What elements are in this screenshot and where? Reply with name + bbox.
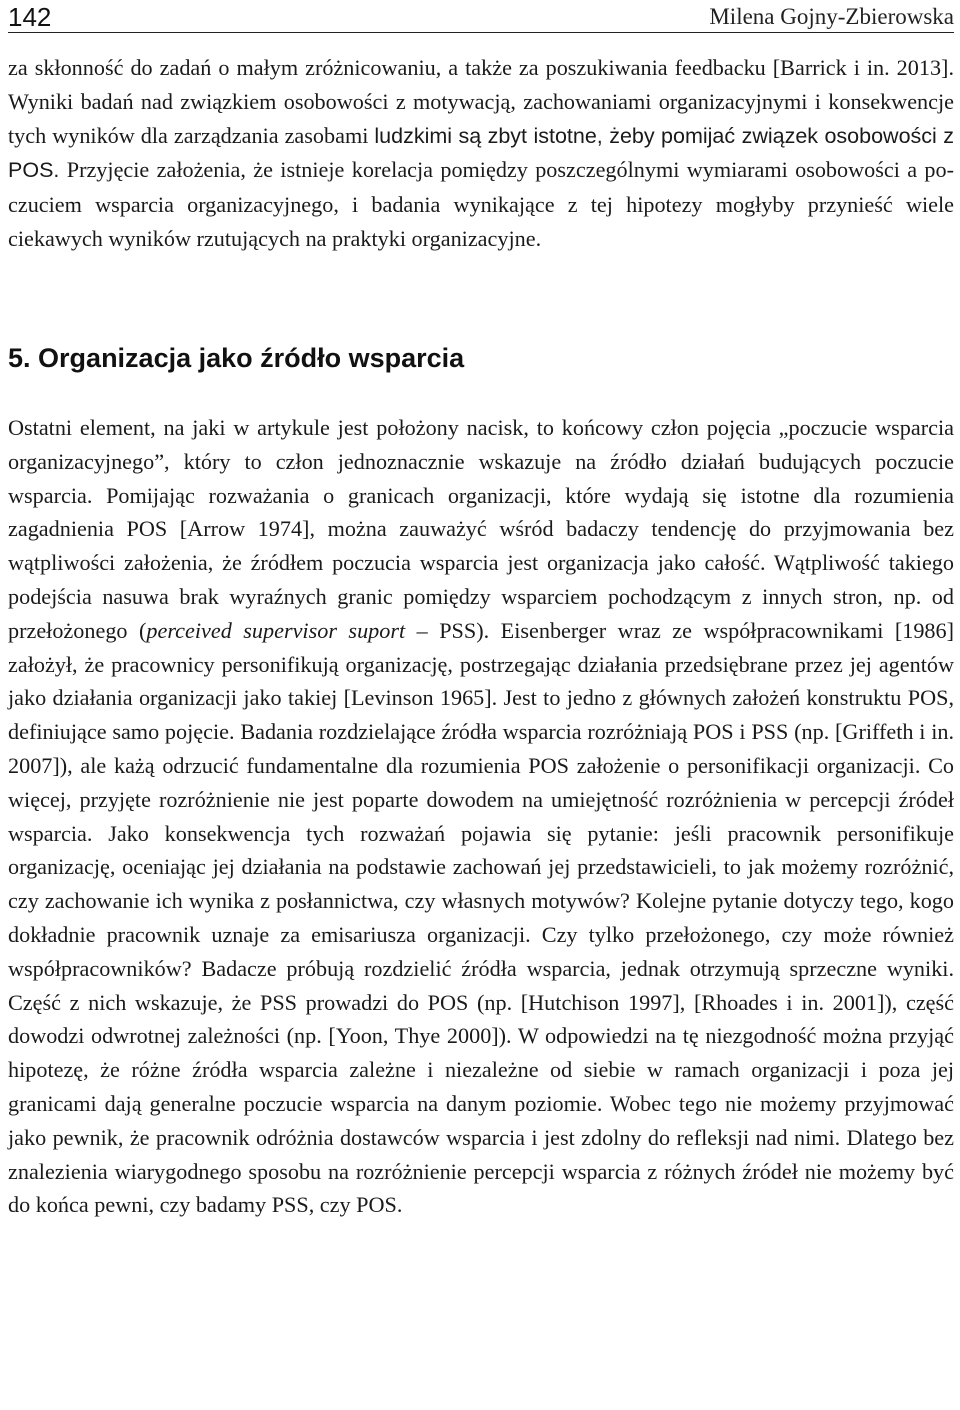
- italic-term: perceived supervisor suport: [146, 617, 406, 643]
- paragraph-text: Ostatni element, na jaki w artykule jest położony nacisk, to końcowy człon pojęcia „poczucie wsparcia organizacyjnego”, który to człon jednoznacznie wskazuje na źródło działań budujących poczucie wsparcia. Pomijając rozważania o granicach organizacji, które wydają się istotne dla rozumienia zagadnienia POS [Arrow 1974], można zauważyć wśród badaczy tendencję do przyjmowania bez wątpliwości założenia, że źródłem poczucia wsparcia jest organizacja jako całość. Wątpliwość takiego podejścia nasuwa brak wyraźnych granic pomiędzy wsparciem pochodzącym z innych stron, np. od przełożonego (: [8, 415, 954, 643]
- paragraph-section-body: [8, 411, 954, 1222]
- section-heading: [8, 338, 464, 378]
- running-head-author: Milena Gojny-Zbierowska: [709, 4, 954, 29]
- running-header: [8, 0, 954, 33]
- page-number: 142: [8, 2, 52, 32]
- paragraph-text: za skłonność do zadań o małym zróżnicowaniu, a także za poszukiwania feedbacku [Barrick i in. 2013]. Wyniki badań nad związkiem osobowości z motywacją, zachowaniami organizacyjnymi i konsekwencje tych wyników dla zarządzania zasobami: [8, 55, 954, 148]
- paragraph-text: – PSS). Eisenberger wraz ze współpracownikami [1986] założył, że pracownicy personifikują organizację, postrzegając działania przedsiębrane przez jej agentów jako działania organizacji jako takiej [Levinson 1965]. Jest to jedno z głównych założeń konstruktu POS, definiujące samo pojęcie. Badania rozdzielające źródła wsparcia rozróżniają POS i PSS (np. [Griffeth i in. 2007]), ale każą odrzucić fundamentalne dla rozumienia POS założenie o personifikacji organizacji. Co więcej, przyjęte rozróżnienie nie jest poparte dowodem na umiejętność rozróżnienia w percepcji źródeł wsparcia. Jako konsekwencja tych rozważań pojawia się pytanie: jeśli pracownik personifikuje organizację, oceniając jej działania na podstawie zachowań jej przedstawicieli, to jak możemy rozróżnić, czy zachowanie ich wynika z posłannictwa, czy własnych motywów? Kolejne pytanie dotyczy tego, kogo dokładnie pracownik uznaje za emisariusza organizacji. Czy tylko przełożonego, czy może również współpracowników? Badacze próbują rozdzielić źródła wsparcia, jednak otrzymują sprzeczne wyniki. Część z nich wskazuje, że PSS prowadzi do POS (np. [Hutchison 1997], [Rhoades i in. 2001]), część dowodzi odwrotnej zależności (np. [Yoon, Thye 2000]). W odpowiedzi na tę niezgodność można przyjąć hipotezę, że różne źródła wsparcia zależne i niezależne od siebie w ramach organizacji i poza jej granicami dają generalne poczucie wsparcia na danym poziomie. Wobec tego nie możemy przyjmować jako pewnik, że pracownik odróżnia dostawców wsparcia i jest zdolny do refleksji nad nimi. Dlatego bez znalezienia wiarygodnego sposobu na rozróżnienie percepcji wsparcia z różnych źródeł nie możemy być do końca pewni, czy badamy PSS, czy POS.: [8, 617, 955, 1218]
- paragraph-text: Przyjęcie założenia, że istnieje korelacja pomiędzy poszczególnymi wymiarami osobowości a poczuciem wsparcia organizacyjnego, i badania wynikające z tej hipotezy mogłyby przynieść wiele ciekawych wyników rzutujących na praktyki organizacyjne.: [8, 157, 954, 251]
- paragraph-text-sans: ludzkimi są zbyt istotne, żeby pomijać związek osobowości z POS.: [8, 123, 954, 183]
- section-title: Organizacja jako źródło wsparcia: [38, 343, 465, 373]
- paragraph-continued: [8, 51, 954, 256]
- section-number: 5.: [8, 343, 31, 373]
